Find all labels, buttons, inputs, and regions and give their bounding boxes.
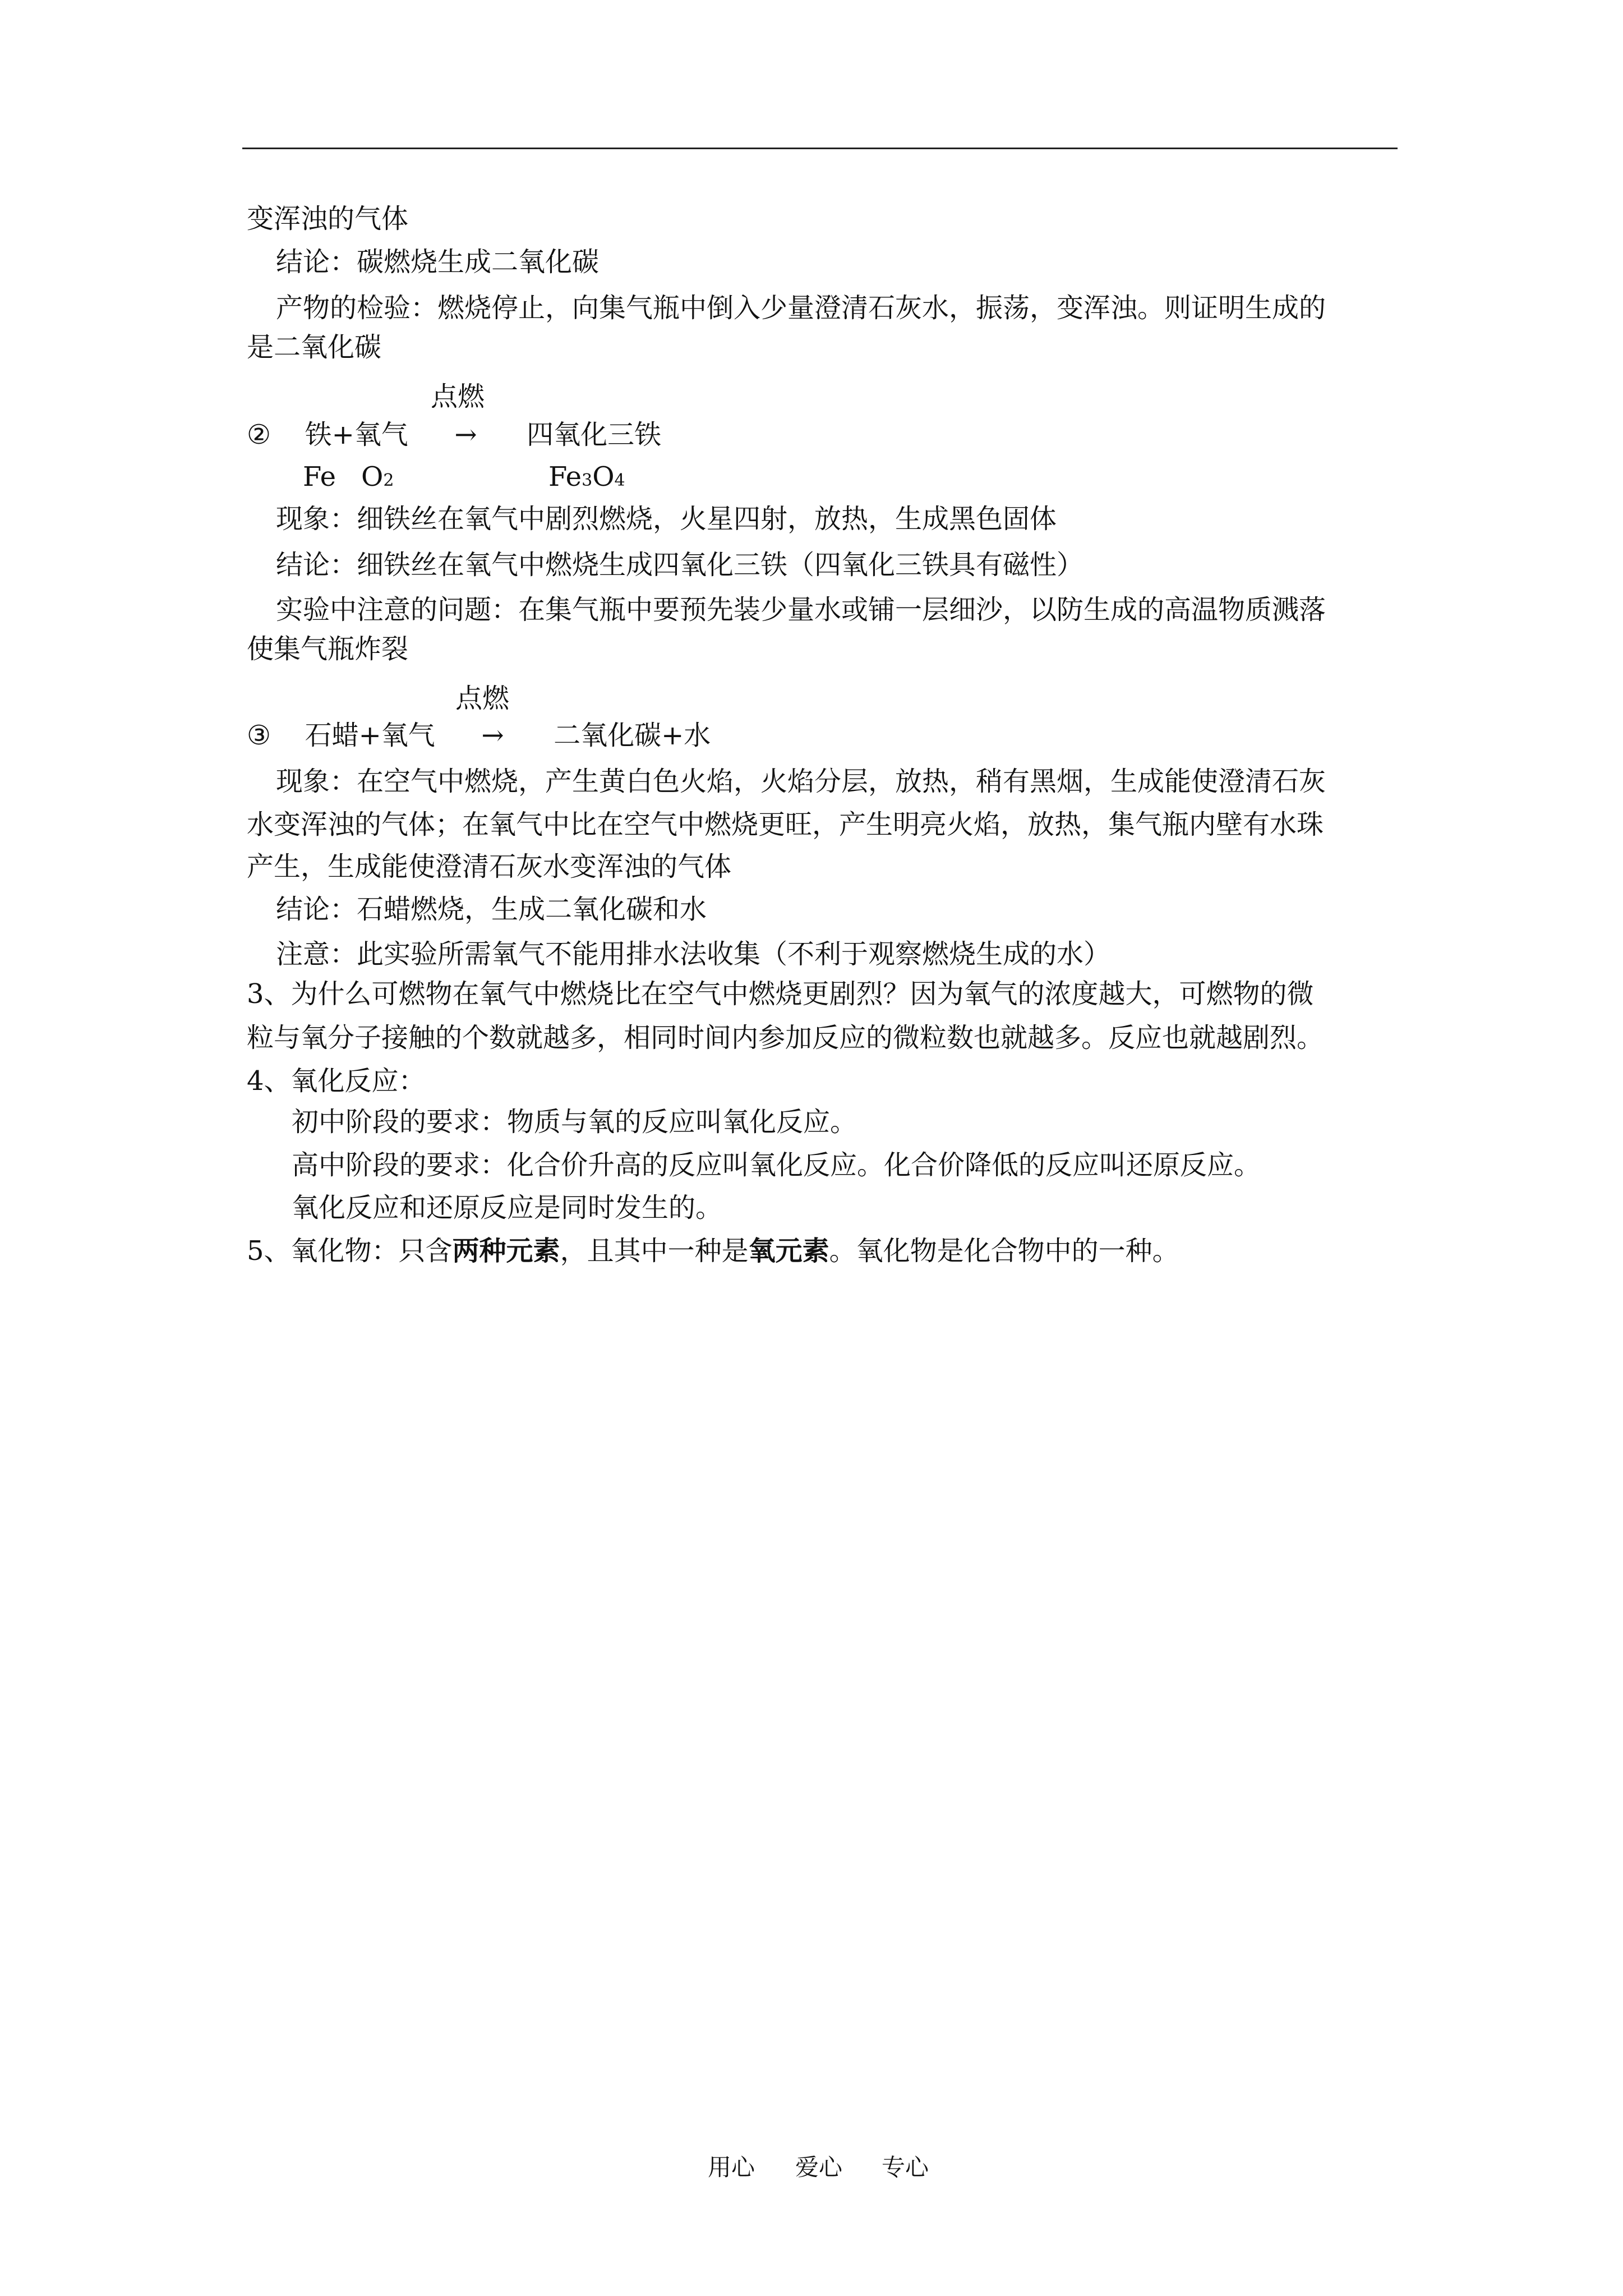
section-heading: 4、氧化反应： [247, 1065, 426, 1097]
reaction-reactants: 石蜡+氧气 [305, 720, 435, 751]
reaction-number: ③ [247, 720, 271, 751]
text-line: 现象：在空气中燃烧，产生黄白色火焰，火焰分层，放热，稍有黑烟，生成能使澄清石灰 [276, 766, 1326, 797]
text-line: 5、氧化物：只含两种元素，且其中一种是氧元素。氧化物是化合物中的一种。 [247, 1235, 1179, 1267]
formula-fe: Fe [303, 461, 336, 493]
formula-o2: O2 [361, 461, 394, 493]
footer-word: 用心 [708, 2154, 755, 2181]
reaction-arrow: → [454, 419, 477, 450]
text-line: 初中阶段的要求：物质与氧的反应叫氧化反应。 [292, 1106, 857, 1138]
text-line: 3、为什么可燃物在氧气中燃烧比在空气中燃烧更剧烈？因为氧气的浓度越大，可燃物的微 [247, 978, 1314, 1010]
text-line: 变浑浊的气体 [247, 203, 409, 234]
text-line: 产生，生成能使澄清石灰水变浑浊的气体 [247, 851, 732, 882]
reaction-reactants: 铁+氧气 [305, 419, 408, 450]
text-line: 是二氧化碳 [247, 332, 382, 363]
formula-fe3o4: Fe3O4 [548, 461, 625, 493]
reaction-equation [247, 719, 711, 752]
text-line: 结论：石蜡燃烧，生成二氧化碳和水 [276, 894, 707, 925]
header-rule [242, 148, 1398, 149]
text-line: 氧化反应和还原反应是同时发生的。 [292, 1192, 723, 1223]
reaction-equation [247, 418, 661, 452]
text-line: 水变浑浊的气体；在氧气中比在空气中燃烧更旺，产生明亮火焰，放热，集气瓶内壁有水珠 [247, 809, 1324, 840]
reaction-arrow: → [481, 720, 504, 751]
text-line: 高中阶段的要求：化合价升高的反应叫氧化反应。化合价降低的反应叫还原反应。 [292, 1149, 1261, 1181]
reaction-number: ② [247, 419, 271, 450]
footer-word: 爱心 [795, 2154, 843, 2181]
reaction-product: 二氧化碳+水 [554, 720, 711, 751]
reaction-product: 四氧化三铁 [527, 419, 662, 450]
text-line: 结论：细铁丝在氧气中燃烧生成四氧化三铁（四氧化三铁具有磁性） [276, 549, 1084, 581]
text-line: 结论：碳燃烧生成二氧化碳 [276, 246, 600, 278]
emphasis-text: 氧元素 [748, 1235, 829, 1267]
text-line: 现象：细铁丝在氧气中剧烈燃烧，火星四射，放热，生成黑色固体 [276, 503, 1057, 535]
reaction-condition: 点燃 [431, 381, 485, 412]
text-line: 注意：此实验所需氧气不能用排水法收集（不利于观察燃烧生成的水） [276, 938, 1111, 970]
text-line: 实验中注意的问题：在集气瓶中要预先装少量水或铺一层细沙，以防生成的高温物质溅落 [276, 594, 1326, 625]
footer-word: 专心 [882, 2154, 929, 2181]
reaction-condition: 点燃 [455, 683, 510, 714]
text-line: 产物的检验：燃烧停止，向集气瓶中倒入少量澄清石灰水，振荡，变浑浊。则证明生成的 [276, 292, 1326, 324]
text-line: 粒与氧分子接触的个数就越多，相同时间内参加反应的微粒数也就越多。反应也就越剧烈。 [247, 1022, 1324, 1053]
emphasis-text: 两种元素 [452, 1235, 560, 1267]
text-line: 使集气瓶炸裂 [247, 633, 409, 665]
